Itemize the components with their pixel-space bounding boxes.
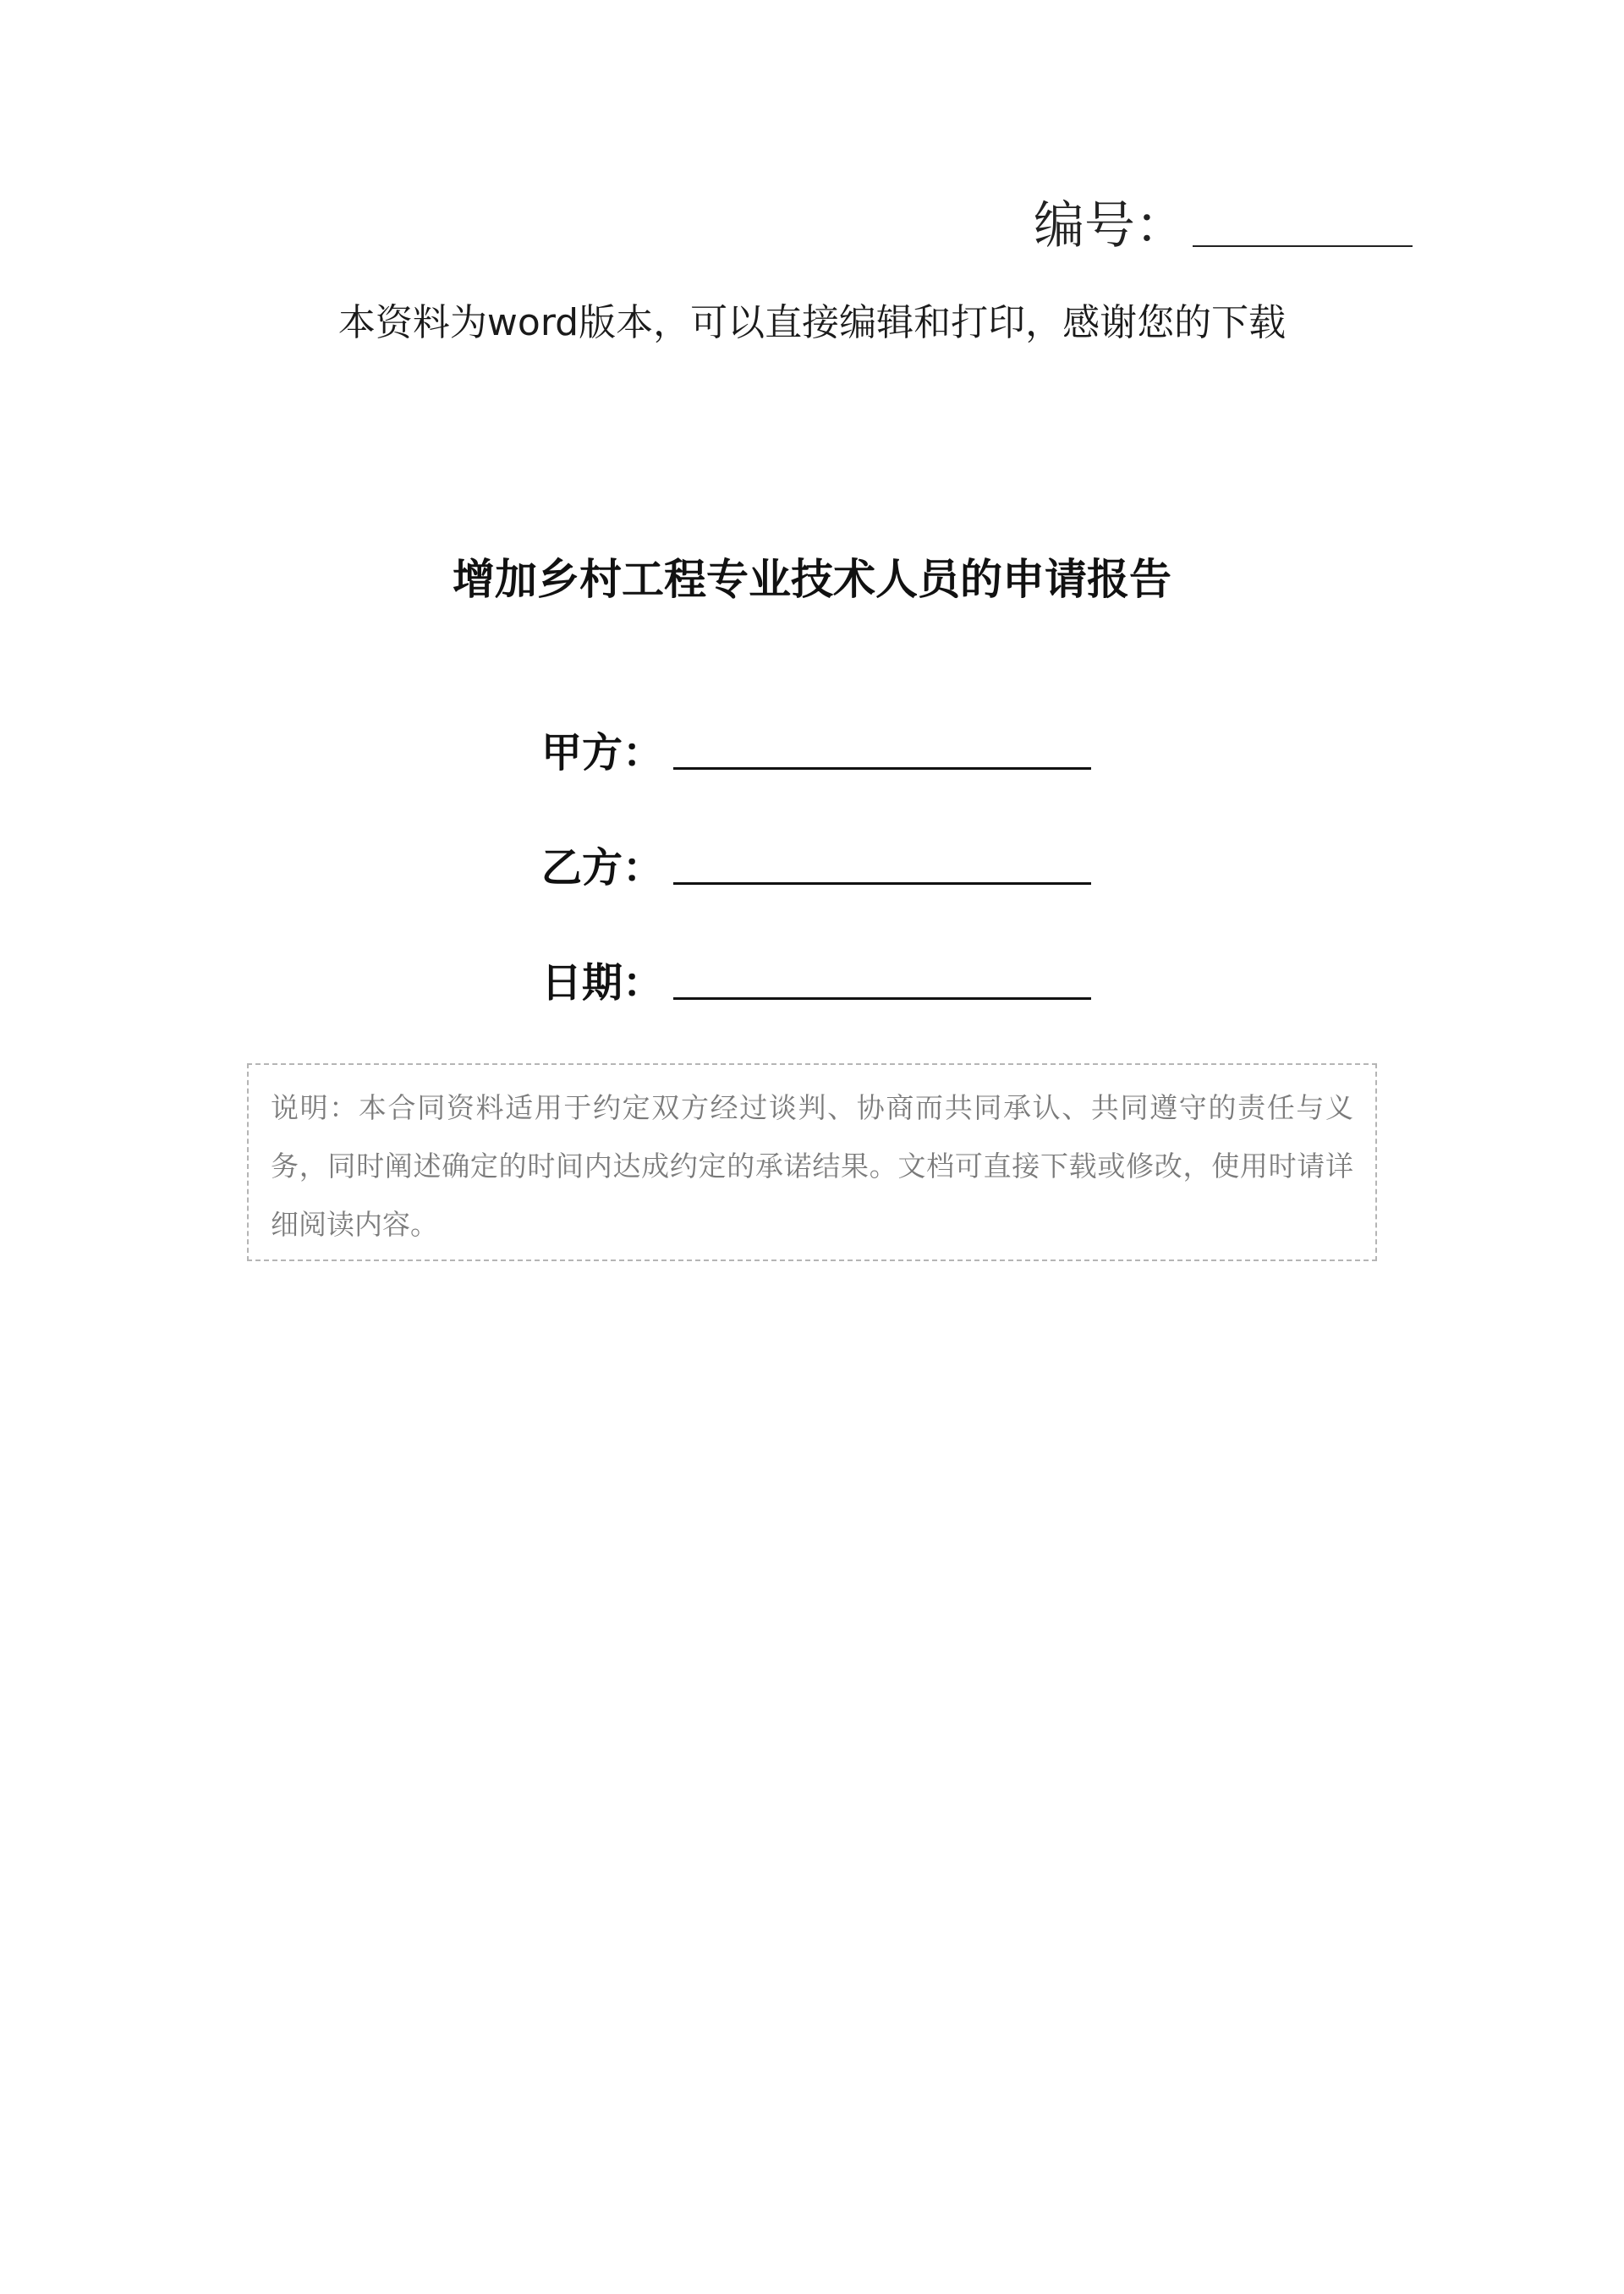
party-a-label: 甲方：: [541, 729, 664, 777]
date-field: [541, 956, 1091, 1010]
note-box: [247, 1063, 1377, 1261]
party-b-label: 乙方：: [541, 844, 664, 892]
document-title: 增加乡村工程专业技术人员的申请报告: [453, 554, 1171, 604]
date-blank: [673, 997, 1091, 1000]
download-notice: 本资料为word版本，可以直接编辑和打印，感谢您的下载: [337, 301, 1287, 344]
document-number-row: [1034, 196, 1413, 255]
party-a-field: [541, 726, 1091, 780]
note-text: 说明：本合同资料适用于约定双方经过谈判、协商而共同承认、共同遵守的责任与义务，同时阐述确定的时间内达成约定的承诺结果。文档可直接下载或修改，使用时请详细阅读内容。: [271, 1091, 1353, 1241]
party-b-field: [541, 841, 1091, 895]
document-number-label: 编号：: [1034, 196, 1186, 255]
party-b-blank: [673, 882, 1091, 885]
party-a-blank: [673, 767, 1091, 770]
document-number-blank: [1193, 245, 1413, 247]
date-label: 日期：: [541, 959, 664, 1007]
